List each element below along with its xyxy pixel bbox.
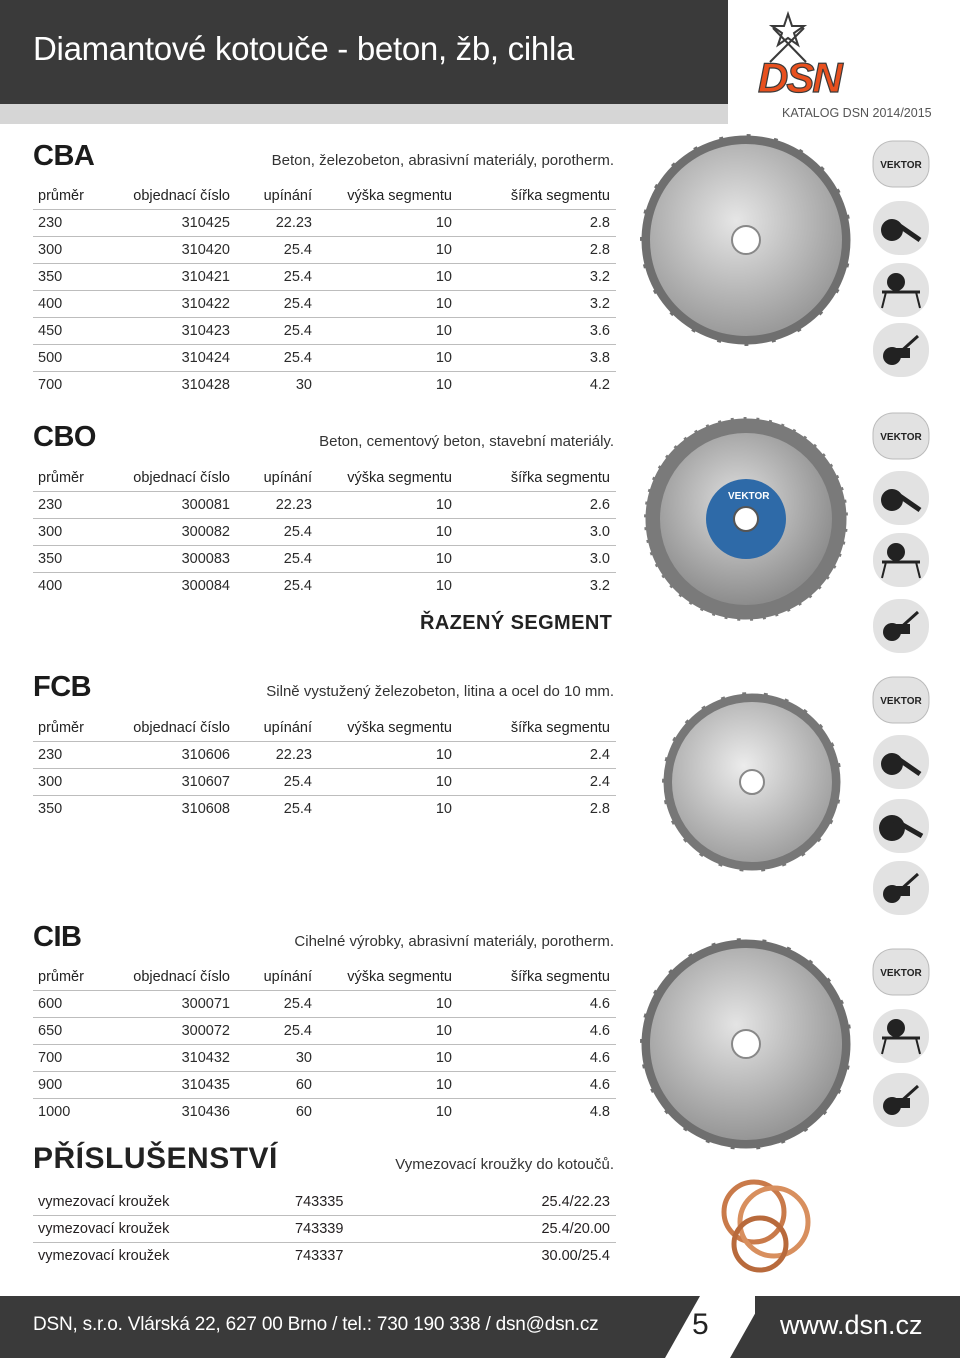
footer-contact: DSN, s.r.o. Vlárská 22, 627 00 Brno / tel.: 730 190 338 / dsn@dsn.cz [33,1314,599,1335]
cell: 300 [33,769,98,796]
table-row [33,210,616,237]
brand-label: VEKTOR [880,160,922,171]
cell: 900 [33,1072,98,1099]
catalog-label: KATALOG DSN 2014/2015 [782,106,932,120]
cell: 25.4 [230,1018,312,1045]
cell: 22.23 [230,492,312,519]
col-header: šířka segmentu [510,187,610,204]
col-header: průměr [38,187,84,204]
cell: 230 [33,210,98,237]
cell: 700 [33,372,98,399]
cell: 4.6 [452,1045,616,1072]
section-code-cib: CIB [33,921,82,953]
cell: 3.2 [452,291,616,318]
cell: 30 [230,372,312,399]
table-row [33,492,616,519]
disc-label: VEKTOR [728,491,770,502]
cell: 25.4 [230,573,312,600]
col-header: objednací číslo [133,968,230,985]
cell: 743335 [258,1189,445,1216]
col-header: šířka segmentu [510,968,610,985]
table-saw-icon [872,262,930,318]
cell: 230 [33,492,98,519]
table-header-row [33,464,616,492]
floor-saw-icon [872,598,930,654]
cell: 30 [230,1045,312,1072]
cell: 450 [33,318,98,345]
angle-grinder-large-icon [872,798,930,854]
spec-table-cba [33,182,616,398]
col-header: objednací číslo [133,187,230,204]
footer-slant [640,1296,700,1358]
table-row [33,1045,616,1072]
section-desc-cib: Cihelné výrobky, abrasivní materiály, porotherm. [294,933,614,950]
cell: vymezovací kroužek [33,1189,258,1216]
cell: 10 [312,291,452,318]
cell: 2.6 [452,492,616,519]
table-header-row [33,963,616,991]
cell: 10 [312,492,452,519]
cell: 10 [312,546,452,573]
cell: 60 [230,1099,312,1126]
cell: 300081 [98,492,230,519]
cell: 25.4 [230,237,312,264]
cell: 4.6 [452,1018,616,1045]
col-header: šířka segmentu [510,719,610,736]
diamond-blade-image-fcb [660,690,844,874]
cell: 310435 [98,1072,230,1099]
cell: 300072 [98,1018,230,1045]
cell: 25.4 [230,291,312,318]
col-header: objednací číslo [133,469,230,486]
col-header: průměr [38,469,84,486]
cell: 10 [312,991,452,1018]
angle-grinder-icon [872,734,930,790]
cell: 700 [33,1045,98,1072]
spec-table-cbo [33,464,616,599]
cell: 10 [312,519,452,546]
col-header: výška segmentu [347,187,452,204]
footer-contact-bar [0,1296,665,1358]
cell: 10 [312,1099,452,1126]
spec-table-fcb [33,714,616,822]
cell: 10 [312,1018,452,1045]
cell: 310607 [98,769,230,796]
cell: 310423 [98,318,230,345]
cell: 1000 [33,1099,98,1126]
section-code-cbo: CBO [33,421,96,453]
cell: 10 [312,318,452,345]
cell: 500 [33,345,98,372]
table-row [33,991,616,1018]
table-saw-icon [872,1008,930,1064]
svg-text:DSN: DSN [758,54,841,101]
cell: 310606 [98,742,230,769]
cell: 310422 [98,291,230,318]
col-header: výška segmentu [347,469,452,486]
cell: 10 [312,210,452,237]
table-row [33,1018,616,1045]
cell: 10 [312,345,452,372]
accessories-title: PŘÍSLUŠENSTVÍ [33,1142,278,1175]
segment-note: ŘAZENÝ SEGMENT [420,612,613,634]
table-row [33,1189,616,1216]
cell: 2.8 [452,210,616,237]
section-code-cba: CBA [33,140,95,172]
table-row [33,318,616,345]
cell: 4.2 [452,372,616,399]
page-footer [0,1296,960,1358]
cell: 4.8 [452,1099,616,1126]
cell: 300 [33,237,98,264]
cell: 4.6 [452,1072,616,1099]
cell: 2.4 [452,769,616,796]
cell: vymezovací kroužek [38,1248,170,1264]
spacer-rings-image [712,1170,830,1288]
cell: 30.00/25.4 [541,1248,610,1264]
table-row [33,769,616,796]
vektor-badge-icon [872,948,930,996]
table-row [33,345,616,372]
table-row [33,573,616,600]
table-row [33,519,616,546]
cell: 300082 [98,519,230,546]
accessories-table [33,1189,616,1269]
cell: 300071 [98,991,230,1018]
cell: 3.0 [452,546,616,573]
website-link[interactable]: www.dsn.cz [780,1310,923,1340]
cell: 350 [33,546,98,573]
table-header-row [33,182,616,210]
cell: 310420 [98,237,230,264]
cell: 3.2 [452,573,616,600]
section-desc-cbo: Beton, cementový beton, stavební materiály. [319,433,614,450]
cell: 2.8 [452,796,616,823]
cell: 10 [312,237,452,264]
floor-saw-icon [872,860,930,916]
cell: 25.4 [230,318,312,345]
cell: 230 [33,742,98,769]
page-title: Diamantové kotouče - beton, žb, cihla [33,30,575,67]
cell: 10 [312,742,452,769]
col-header: upínání [263,968,312,985]
cell: 22.23 [230,210,312,237]
table-row [33,237,616,264]
table-row [33,264,616,291]
col-header: objednací číslo [133,719,230,736]
cell: 60 [230,1072,312,1099]
col-header: průměr [38,968,84,985]
diamond-blade-image-cib [636,934,856,1154]
cell: 25.4 [230,546,312,573]
brand-label: VEKTOR [880,432,922,443]
dsn-logo [728,0,960,104]
section-desc-cba: Beton, železobeton, abrasivní materiály, porotherm. [271,152,614,169]
brand-label: VEKTOR [880,968,922,979]
cell: 310421 [98,264,230,291]
col-header: výška segmentu [347,968,452,985]
cell: 310608 [98,796,230,823]
table-row [33,742,616,769]
cell: 310425 [98,210,230,237]
table-saw-icon [872,532,930,588]
cell: 25.4/22.23 [445,1189,616,1216]
cell: 310428 [98,372,230,399]
table-row [33,1243,616,1270]
cell: 2.4 [452,742,616,769]
page-number: 5 [692,1308,709,1341]
floor-saw-icon [872,1072,930,1128]
table-row [33,1099,616,1126]
diamond-blade-image-cba [636,130,856,350]
col-header: výška segmentu [347,719,452,736]
cell: 300 [33,519,98,546]
table-row [33,796,616,823]
cell: 25.4/20.00 [445,1216,616,1243]
cell: 25.4 [230,345,312,372]
cell: 310432 [98,1045,230,1072]
table-row [33,1072,616,1099]
cell: 743339 [258,1216,445,1243]
table-row [33,546,616,573]
vektor-badge-icon [872,412,930,460]
angle-grinder-icon [872,200,930,256]
diamond-blade-image-cbo [640,413,852,625]
cell: 10 [312,264,452,291]
accessories-desc: Vymezovací kroužky do kotoučů. [395,1156,614,1173]
brand-label: VEKTOR [880,696,922,707]
table-header-row [33,714,616,742]
cell: 400 [33,291,98,318]
cell: 25.4 [230,519,312,546]
angle-grinder-icon [872,470,930,526]
cell: 650 [33,1018,98,1045]
cell: 25.4 [230,769,312,796]
vektor-badge-icon [872,676,930,724]
table-row [33,291,616,318]
vektor-badge-icon [872,140,930,188]
cell: 743337 [295,1248,344,1264]
cell: 3.2 [452,264,616,291]
cell: 300084 [98,573,230,600]
cell: 300083 [98,546,230,573]
cell: 2.8 [452,237,616,264]
cell: 22.23 [230,742,312,769]
cell: 350 [33,796,98,823]
section-code-fcb: FCB [33,671,92,703]
cell: 10 [312,769,452,796]
cell: 4.6 [452,991,616,1018]
cell: 10 [312,796,452,823]
cell: 3.6 [452,318,616,345]
cell: 350 [33,264,98,291]
table-row [33,1216,616,1243]
cell: 25.4 [230,264,312,291]
cell: 3.0 [452,519,616,546]
cell: 25.4 [230,991,312,1018]
cell: 10 [312,1045,452,1072]
col-header: šířka segmentu [510,469,610,486]
cell: vymezovací kroužek [33,1216,258,1243]
spec-table-cib [33,963,616,1125]
table-row [33,372,616,399]
cell: 10 [312,372,452,399]
cell: 10 [312,1072,452,1099]
col-header: upínání [263,187,312,204]
cell: 400 [33,573,98,600]
cell: 25.4 [230,796,312,823]
col-header: upínání [263,469,312,486]
cell: 310424 [98,345,230,372]
floor-saw-icon [872,322,930,378]
col-header: upínání [263,719,312,736]
cell: 10 [312,573,452,600]
section-desc-fcb: Silně vystužený železobeton, litina a ocel do 10 mm. [266,683,614,700]
col-header: průměr [38,719,84,736]
cell: 3.8 [452,345,616,372]
cell: 310436 [98,1099,230,1126]
cell: 600 [33,991,98,1018]
